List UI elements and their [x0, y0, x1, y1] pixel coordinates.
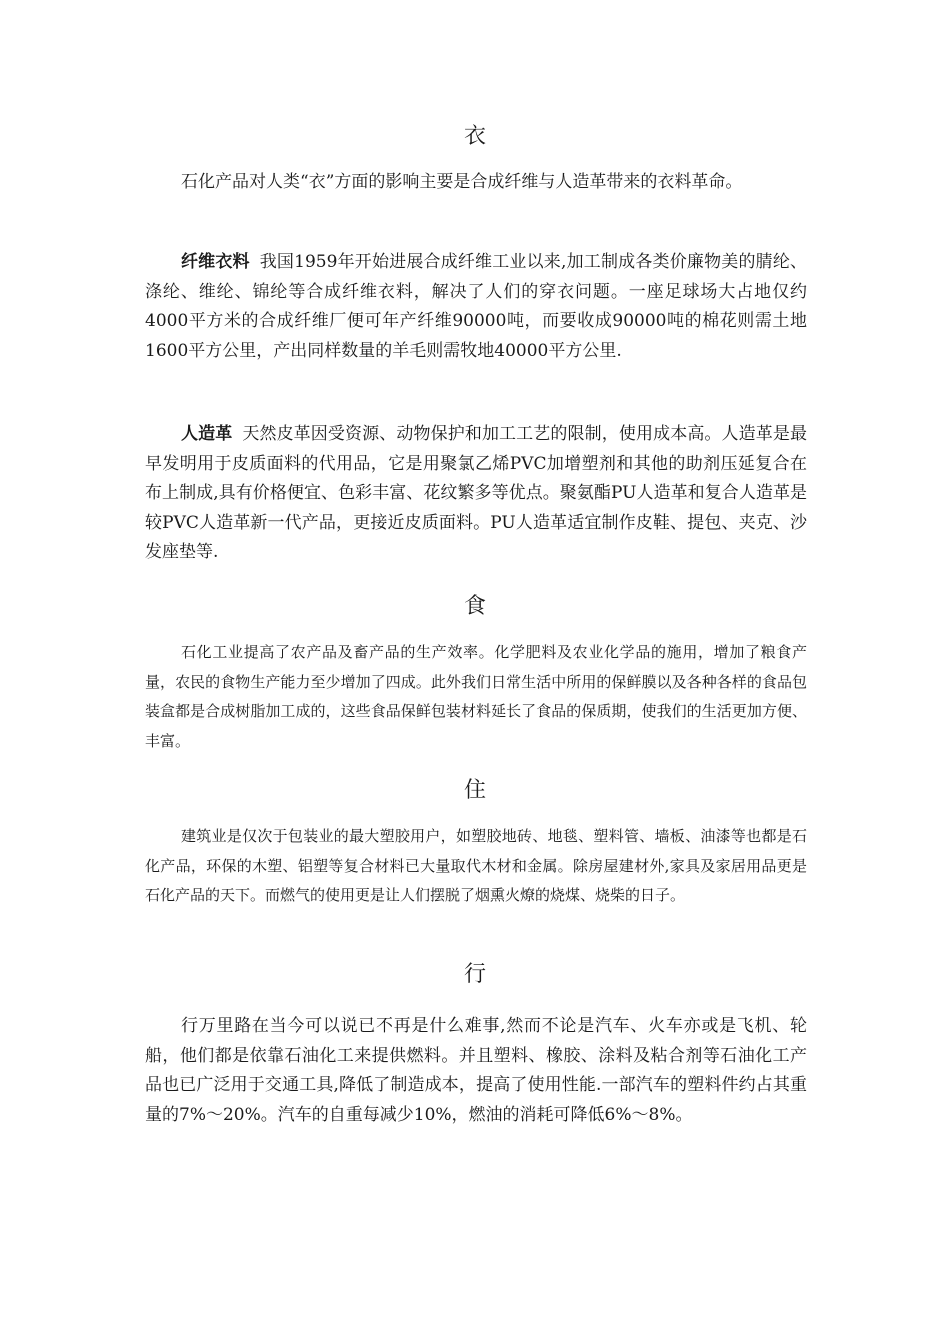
artificial-leather-paragraph [145, 420, 807, 568]
clothing-intro-paragraph: 石化产品对人类“衣”方面的影响主要是合成纤维与人造革带来的衣料革命。 [181, 172, 743, 192]
artificial-leather-label: 人造革 [181, 424, 233, 444]
food-paragraph: 石化工业提高了农产品及畜产品的生产效率。化学肥料及农业化学品的施用，增加了粮食产量，农民的食物生产能力至少增加了四成。此外我们日常生活中所用的保鲜膜以及各种各样的食品包装盒都是合成树脂加工成的，这些食品保鲜包装材料延长了食品的保质期，使我们的生活更加方便、丰富。 [145, 643, 807, 750]
fiber-clothing-text: 我国1959年开始进展合成纤维工业以来,加工制成各类价廉物美的腈纶、涤纶、维纶、锦纶等合成纤维衣料，解决了人们的穿衣问题。一座足球场大占地仅约4000平方米的合成纤维厂便可年产纤维90000吨，而要收成90000吨的棉花则需土地1600平方公里，产出同样数量的羊毛则需牧地40000平方公里. [145, 252, 807, 361]
artificial-leather-text: 天然皮革因受资源、动物保护和加工工艺的限制，使用成本高。人造革是最早发明用于皮质面料的代用品，它是用聚氯乙烯PVC加增塑剂和其他的助剂压延复合在布上制成,具有价格便宜、色彩丰富、花纹繁多等优点。聚氨酯PU人造革和复合人造革是较PVC人造革新一代产品，更接近皮质面料。PU人造革适宜制作皮鞋、提包、夹克、沙发座垫等. [145, 424, 807, 562]
section-title-clothing: 衣 [463, 124, 486, 149]
section-title-food: 食 [463, 594, 486, 619]
housing-paragraph: 建筑业是仅次于包装业的最大塑胶用户，如塑胶地砖、地毯、塑料管、墙板、油漆等也都是石化产品，环保的木塑、铝塑等复合材料已大量取代木材和金属。除房屋建材外,家具及家居用品更是石化产品的天下。而燃气的使用更是让人们摆脱了烟熏火燎的烧煤、烧柴的日子。 [145, 827, 807, 904]
section-title-travel: 行 [463, 962, 486, 987]
section-title-housing: 住 [463, 778, 486, 803]
travel-paragraph: 行万里路在当今可以说已不再是什么难事,然而不论是汽车、火车亦或是飞机、轮船，他们都是依靠石油化工来提供燃料。并且塑料、橡胶、涂料及粘合剂等石油化工产品也已广泛用于交通工具,降低了制造成本，提高了使用性能.一部汽车的塑料件约占其重量的7%～20%。汽车的自重每减少10%，燃油的消耗可降低6%～8%。 [145, 1016, 807, 1125]
fiber-clothing-label: 纤维衣料 [181, 252, 250, 272]
fiber-clothing-paragraph [145, 248, 807, 366]
